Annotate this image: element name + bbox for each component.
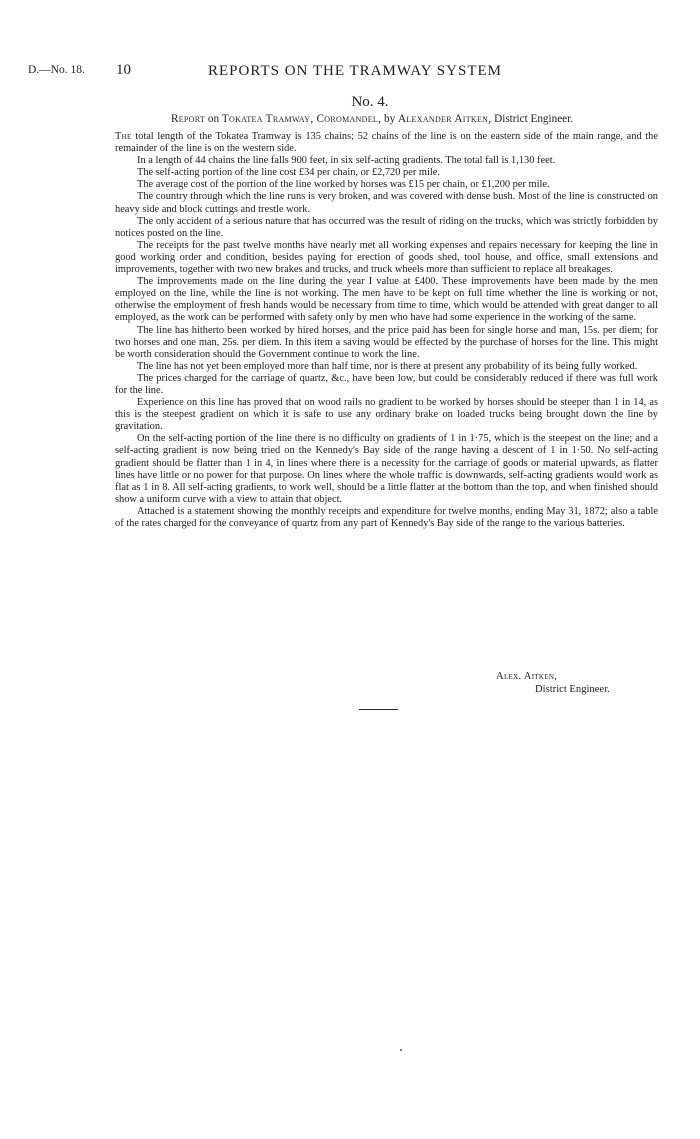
paragraph-8: The improvements made on the line during the year I value at £400. These improvements have been made by the men employed on the line, while the line is not working. The men have to be kept on full time whether the line is working or not, otherwise the employment of fresh hands would be necessary from time to time, which would be attended with great danger to all employed, as the work can be performed with safety only by men who have had some experience in the working of the same. [115,276,658,324]
signature-block [480,670,650,696]
paragraph-4: The average cost of the portion of the line worked by horses was £15 per chain, or £1,200 per mile. [137,179,550,191]
paragraph-11: The prices charged for the carriage of quartz, &c., have been low, but could be considerably reduced if there was full work for the line. [115,372,658,396]
page-number: 10 [116,62,131,78]
paragraph-14: Attached is a statement showing the monthly receipts and expenditure for twelve months, ending May 31, 1872; also a table of the rates charged for the conveyance of quartz from any part of Kennedy's Bay side of the range to the various batteries. [115,505,658,529]
stray-mark [400,1049,402,1051]
paragraph-9: The line has hitherto been worked by hired horses, and the price paid has been for single horse and man, 15s. per diem; for two horses and one man, 25s. per diem. In this item a saving would be effected by the purchase of horses for the line. This might be worth consideration should the Government continue to work the line. [115,324,658,360]
signature-title: District Engineer. [535,684,610,695]
paragraph-10: The line has not yet been employed more than half time, nor is there at present any probability of its being fully worked. [137,360,638,372]
first-word: The [115,131,132,142]
paragraph-7: The receipts for the past twelve months have nearly met all working expenses and repairs necessary for keeping the line in good working order and condition, besides paying for erection of goods shed, tool house, and office, small extensions and improvements, together with two new brakes and trucks, and truck wheels more than sufficient to replace all breakages. [115,239,658,276]
running-title: REPORTS ON THE TRAMWAY SYSTEM [208,63,502,79]
closing-rule [359,709,398,710]
heading-place: Tokatea Tramway, Coromandel, [221,113,382,125]
report-body [115,131,658,530]
report-heading [0,113,700,125]
report-number: No. 4. [351,94,389,110]
paragraph-13: On the self-acting portion of the line there is no difficulty on gradients of 1 in 1·75, which is the steepest on the line; and a self-acting gradient is now being tried on the Kennedy's Bay side of the range having a descent of 1 in 1·50. No self-acting gradient should be flatter than 1 in 4, in lines where there is a necessity for the carriage of goods or material upwards, as flatter lines have little or no power for that purpose. On lines where the whole traffic is downwards, self-acting gradients would work as flat as 1 in 8. All self-acting gradients, to work well, should be a little flatter at the bottom than the top, and when finished should show a uniform curve with a view to attain that object. [115,433,658,505]
heading-by: by [381,113,398,125]
heading-prefix: Report [170,113,206,125]
heading-on: on [205,113,222,125]
paragraph-1 [115,131,658,155]
paragraph-12: Experience on this line has proved that on wood rails no gradient to be worked by horses should be steeper than 1 in 14, as this is the steepest gradient on which it is safe to use any ordinary brake on loaded trucks being brought down the line by gravitation. [115,397,658,433]
document-reference: D.—No. 18. [28,64,85,76]
paragraph-1-text: total length of the Tokatea Tramway is 135 chains; 52 chains of the line is on the eastern side of the main range, and the remainder of the line is on the western side. [115,131,658,155]
paragraph-2: In a length of 44 chains the line falls 900 feet, in six self-acting gradients. The total fall is 1,130 feet. [137,155,556,167]
paragraph-6: The only accident of a serious nature that has occurred was the result of riding on the trucks, which was strictly forbidden by notices posted on the line. [115,215,658,239]
running-header [28,64,668,82]
signature-name: Alex. Aitken, [496,671,558,682]
paragraph-3: The self-acting portion of the line cost £34 per chain, or £2,720 per mile. [137,167,440,179]
paragraph-5: The country through which the line runs is very broken, and was covered with dense bush. Most of the line is constructed on heavy side and block cuttings and trestle work. [115,191,658,215]
heading-suffix: District Engineer. [491,113,574,125]
heading-author: Alexander Aitken, [397,113,492,125]
